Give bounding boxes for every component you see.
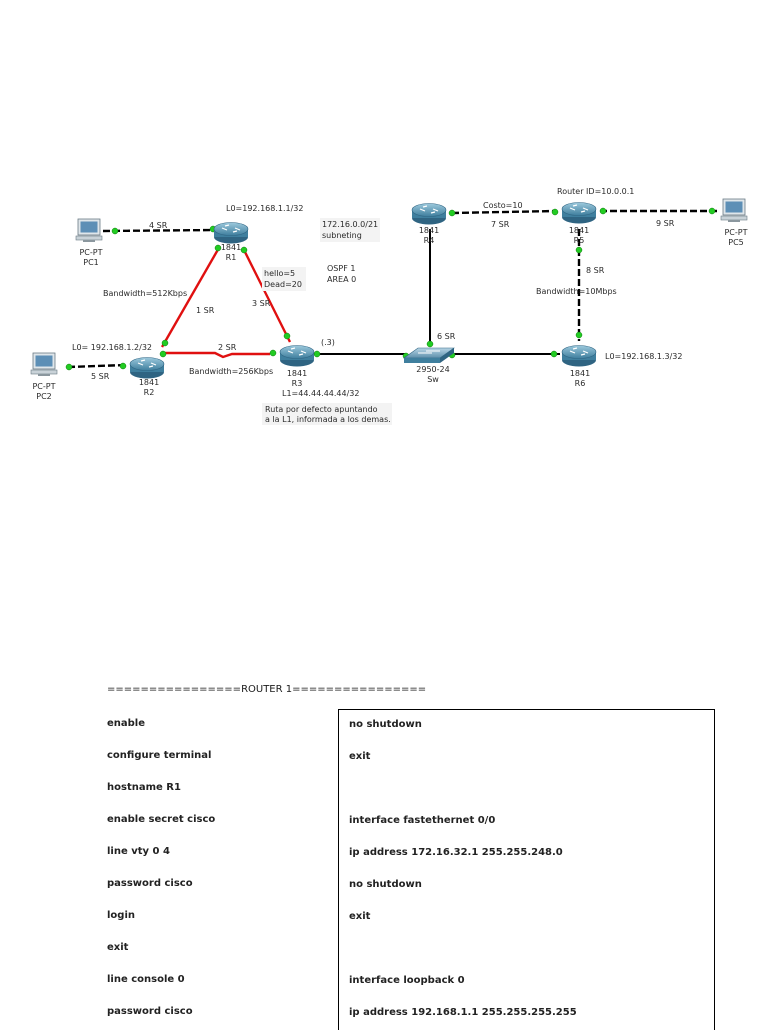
router-r2[interactable]	[130, 358, 164, 398]
diagram-annotations	[72, 187, 682, 425]
pc-pc5[interactable]	[721, 199, 748, 247]
sr9-label: 9 SR	[656, 219, 675, 228]
sr1-label: 1 SR	[196, 306, 215, 315]
r1-model: 1841	[220, 243, 242, 252]
subnet-label: 172.16.0.0/21	[322, 220, 379, 229]
config-command: enable	[107, 718, 146, 729]
pc-pc2[interactable]	[31, 353, 57, 401]
r4-name: R4	[423, 236, 435, 245]
config-command: enable secret cisco	[107, 814, 216, 825]
link-r1-r3	[243, 248, 290, 342]
config-command: line console 0	[107, 974, 185, 985]
link-r4-r5	[452, 211, 556, 213]
r3-name: R3	[291, 379, 303, 388]
link-pc1-r1	[103, 230, 216, 231]
config-command: interface loopback 0	[349, 975, 465, 986]
router1-config-title: ================ROUTER 1================	[107, 684, 427, 695]
ospf-label: OSPF 1	[327, 264, 356, 273]
dead-label: Dead=20	[264, 280, 302, 289]
config-command: exit	[349, 751, 371, 762]
r4-model: 1841	[418, 226, 440, 235]
r5-name: R5	[573, 236, 585, 245]
sr4-label: 4 SR	[149, 221, 168, 230]
r2-model: 1841	[138, 378, 160, 387]
costo-label: Costo=10	[483, 201, 523, 210]
sw-name: Sw	[427, 375, 439, 384]
config-command: interface fastethernet 0/0	[349, 815, 496, 826]
sr2-label: 2 SR	[218, 343, 237, 352]
config-right-column	[349, 715, 708, 1035]
link-r2-r3	[165, 353, 270, 357]
r3-route-line2: a la L1, informada a los demas.	[265, 415, 391, 424]
network-topology-diagram	[0, 0, 768, 470]
r2-loopback-label: L0= 192.168.1.2/32	[72, 343, 153, 352]
router-r1[interactable]	[214, 223, 248, 263]
r6-loopback-label: L0=192.168.1.3/32	[605, 352, 683, 361]
config-command: ip address 192.168.1.1 255.255.255.255	[349, 1007, 577, 1018]
bw512-label: Bandwidth=512Kbps	[103, 289, 188, 298]
config-command	[349, 779, 708, 811]
r1-name: R1	[225, 253, 237, 262]
router-r4[interactable]	[412, 204, 446, 246]
sr5-label: 5 SR	[91, 372, 110, 381]
config-command: password cisco	[107, 1006, 193, 1017]
r2-name: R2	[143, 388, 155, 397]
bw256-label: Bandwidth=256Kbps	[189, 367, 274, 376]
pc1-model: PC-PT	[79, 248, 103, 257]
config-command: line vty 0 4	[107, 846, 170, 857]
router-id-label: Router ID=10.0.0.1	[557, 187, 635, 196]
r5-model: 1841	[568, 226, 590, 235]
pc1-name: PC1	[83, 258, 99, 267]
pc-pc1[interactable]	[76, 219, 103, 267]
config-command: hostname R1	[107, 782, 181, 793]
router-r3[interactable]	[280, 346, 314, 389]
sr6-label: 6 SR	[437, 332, 456, 341]
config-command: no shutdown	[349, 719, 422, 730]
r1-loopback-label: L0=192.168.1.1/32	[226, 204, 304, 213]
config-command: password cisco	[107, 878, 193, 889]
config-command: configure terminal	[107, 750, 212, 761]
r3-dot3-label: (.3)	[321, 338, 335, 347]
subnetting-label: subneting	[322, 231, 362, 240]
router-r5[interactable]	[562, 203, 596, 246]
switch-sw[interactable]	[404, 348, 454, 384]
config-command: exit	[107, 942, 129, 953]
config-command: ip address 172.16.32.1 255.255.248.0	[349, 847, 563, 858]
sr3-label: 3 SR	[252, 299, 271, 308]
pc2-name: PC2	[36, 392, 52, 401]
config-command: exit	[349, 911, 371, 922]
area-label: AREA 0	[327, 275, 357, 284]
config-right-box	[338, 709, 715, 1030]
router-r6[interactable]	[562, 346, 596, 389]
r3-model: 1841	[286, 369, 308, 378]
config-command: no shutdown	[349, 879, 422, 890]
config-command	[349, 939, 708, 971]
config-left-column	[107, 714, 327, 1034]
r3-route-line1: Ruta por defecto apuntando	[265, 405, 378, 414]
hello-label: hello=5	[264, 269, 296, 278]
link-pc2-r2	[68, 365, 126, 367]
r6-name: R6	[574, 379, 586, 388]
sr7-label: 7 SR	[491, 220, 510, 229]
sw-model: 2950-24	[416, 365, 450, 374]
config-command: login	[107, 910, 136, 921]
pc5-name: PC5	[728, 238, 744, 247]
pc5-model: PC-PT	[724, 228, 748, 237]
bw10-label: Bandwidth=10Mbps	[536, 287, 617, 296]
sr8-label: 8 SR	[586, 266, 605, 275]
r6-model: 1841	[569, 369, 591, 378]
pc2-model: PC-PT	[32, 382, 56, 391]
r3-l1-label: L1=44.44.44.44/32	[282, 389, 360, 398]
